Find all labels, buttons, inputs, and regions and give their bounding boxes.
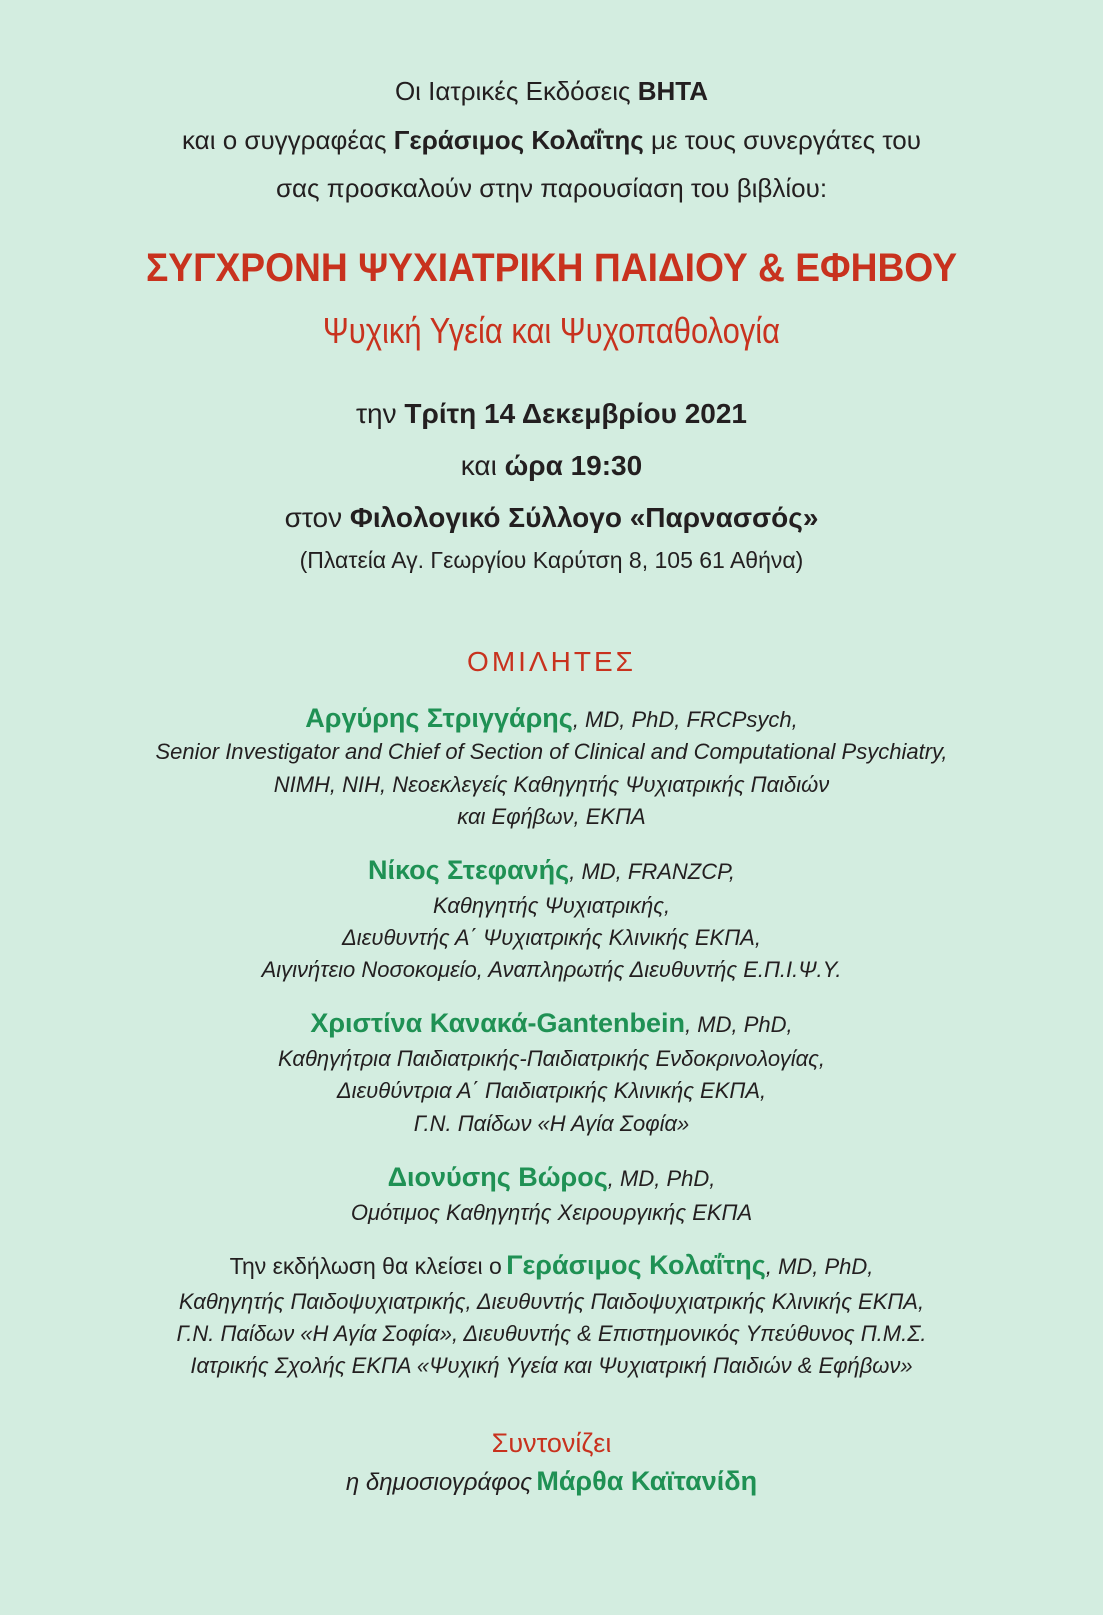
book-title: ΣΥΓΧΡΟΝΗ ΨΥΧΙΑΤΡΙΚΗ ΠΑΙΔΙΟΥ & ΕΦΗΒΟΥ	[145, 246, 958, 290]
speakers-heading: ΟΜΙΛΗΤΕΣ	[467, 646, 636, 677]
event-venue: στον Φιλολογικό Σύλλογο «Παρνασσός»	[284, 502, 819, 533]
speaker-2-creds: , MD, FRANZCP,	[569, 859, 736, 884]
speaker-2-desc-line: Αιγινήτειο Νοσοκομείο, Αναπληρωτής Διευθυντής Ε.Π.Ι.Ψ.Υ.	[261, 957, 842, 982]
coordinator-line: η δημοσιογράφος Μάρθα Καϊτανίδη	[345, 1466, 758, 1496]
speaker-1-name: Αργύρης Στριγγάρης	[305, 703, 573, 733]
event-address: (Πλατεία Αγ. Γεωργίου Καρύτση 8, 105 61 Αθήνα)	[299, 547, 804, 573]
speaker-4-creds: , MD, PhD,	[607, 1166, 716, 1191]
speaker-4-heading	[0, 1162, 1103, 1193]
speaker-2-desc-line: Καθηγητής Ψυχιατρικής,	[432, 893, 671, 918]
speaker-4-desc-line: Ομότιμος Καθηγητής Χειρουργικής ΕΚΠΑ	[350, 1200, 753, 1225]
coordinator-name: Μάρθα Καϊτανίδη	[536, 1466, 758, 1496]
speaker-1-creds: , MD, PhD, FRCPsych,	[572, 707, 798, 732]
speaker-3-heading	[0, 1008, 1103, 1039]
closing-desc-line: Γ.Ν. Παίδων «Η Αγία Σοφία», Διευθυντής & Επιστημονικός Υπεύθυνος Π.Μ.Σ.	[176, 1321, 927, 1346]
author-name: Γεράσιμος Κολαΐτης	[393, 125, 644, 155]
event-time: και ώρα 19:30	[460, 450, 643, 481]
speaker-4-name: Διονύσης Βώρος	[387, 1162, 608, 1192]
intro-line-2: και ο συγγραφέας Γεράσιμος Κολαΐτης με τους συνεργάτες του	[182, 125, 921, 155]
closing-heading: Την εκδήλωση θα κλείσει ο Γεράσιμος Κολαΐτης, MD, PhD,	[229, 1250, 874, 1280]
speaker-1-desc-line: Senior Investigator and Chief of Section of Clinical and Computational Psychiatry,	[155, 739, 948, 764]
book-subtitle: Ψυχική Υγεία και Ψυχοπαθολογία	[322, 310, 781, 351]
speaker-2-heading	[0, 855, 1103, 886]
speaker-3-name: Χριστίνα Κανακά-Gantenbein	[310, 1008, 686, 1038]
coordinator-label: Συντονίζει	[491, 1428, 612, 1458]
speaker-3-creds: , MD, PhD,	[685, 1012, 793, 1037]
speaker-1-desc-line: και Εφήβων, ΕΚΠΑ	[457, 804, 646, 829]
event-date: την Τρίτη 14 Δεκεμβρίου 2021	[356, 398, 747, 429]
closing-desc-line: Ιατρικής Σχολής ΕΚΠΑ «Ψυχική Υγεία και Ψυχιατρική Παιδιών & Εφήβων»	[190, 1353, 913, 1378]
closing-speaker-name: Γεράσιμος Κολαΐτης	[506, 1250, 766, 1280]
intro-line-3: σας προσκαλούν στην παρουσίαση του βιβλίου:	[275, 173, 828, 203]
intro-line-1: Οι Ιατρικές Εκδόσεις ΒΗΤΑ	[394, 76, 709, 106]
speaker-3-desc-line: Γ.Ν. Παίδων «Η Αγία Σοφία»	[413, 1111, 690, 1136]
closing-desc-line: Καθηγητής Παιδοψυχιατρικής, Διευθυντής Παιδοψυχιατρικής Κλινικής ΕΚΠΑ,	[178, 1289, 925, 1314]
speaker-2-name: Νίκος Στεφανής	[367, 855, 570, 885]
speaker-1-desc-line: NIMH, NIH, Νεοεκλεγείς Καθηγητής Ψυχιατρικής Παιδιών	[273, 772, 830, 797]
speaker-3-desc-line: Διευθύντρια Α΄ Παιδιατρικής Κλινικής ΕΚΠΑ,	[336, 1078, 767, 1103]
speaker-3-desc-line: Καθηγήτρια Παιδιατρικής-Παιδιατρικής Ενδοκρινολογίας,	[278, 1046, 825, 1071]
publisher-name: ΒΗΤΑ	[637, 76, 709, 106]
speaker-2-desc-line: Διευθυντής Α΄ Ψυχιατρικής Κλινικής ΕΚΠΑ,	[342, 925, 761, 950]
speaker-1-heading	[0, 703, 1103, 734]
